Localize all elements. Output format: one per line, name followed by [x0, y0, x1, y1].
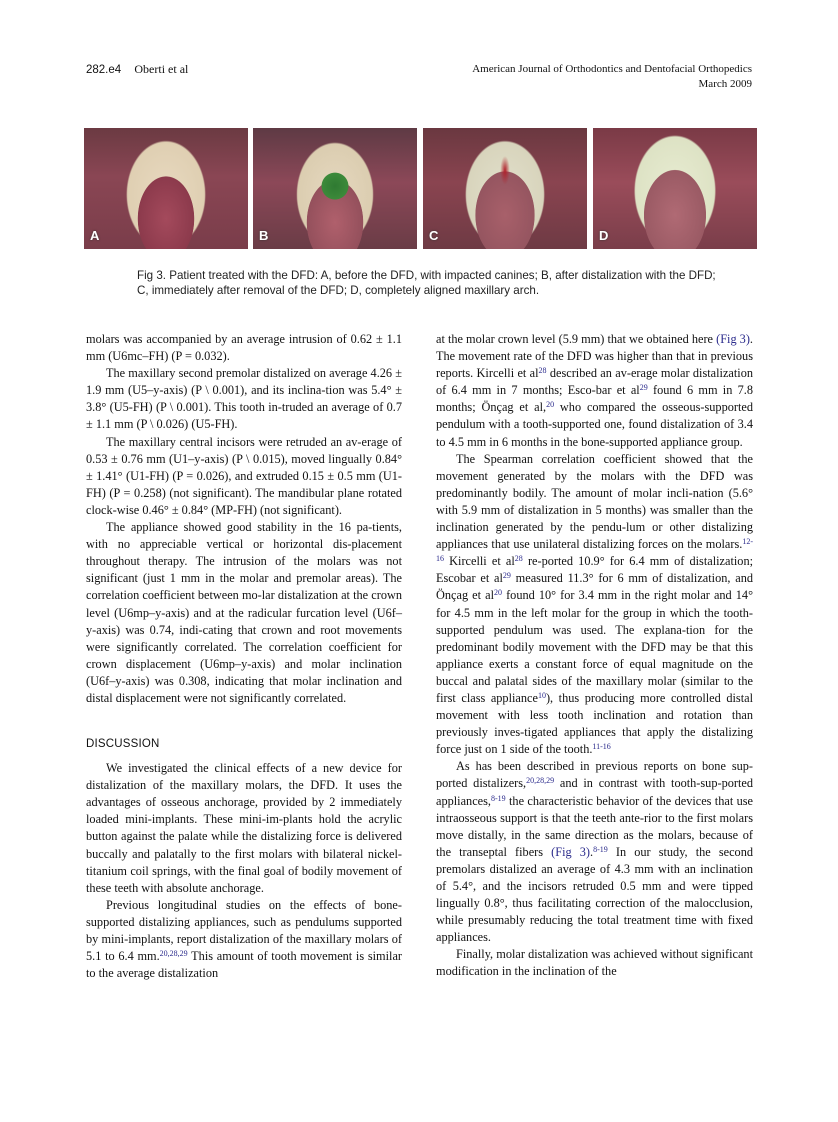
paragraph: Previous longitudinal studies on the effects of bone-supported distalizing appliances, such as pendulums supported by mini-implants, report distalization of the maxillary molars of 5.1 to 6.4 mm.$^{20,28,29}$ This amount of tooth movement is similar to the average distalization	[86, 897, 403, 981]
paragraph: at the molar crown level (5.9 mm) that we obtained here (Fig 3). The movement rate of the DFD was higher than that in previous reports. Kircelli et al$^{28}$ described an av-erage molar distalization of 6.4 mm in 7 months; Esco-bar et al$^{29}$ found 6 mm in 7.8 months; Önçag et al,$^{20}$ who compared the osseous-supported pendulum with a tooth-supported one, found distalization of 3.4 to 4.5 mm in 6 months in the bone-supported appliance group.	[436, 332, 754, 449]
panel-label: A	[90, 228, 100, 243]
citation-link[interactable]: 29	[639, 383, 648, 393]
panel-label: D	[599, 228, 609, 243]
page-number: 282.e4	[86, 64, 122, 76]
citation-link[interactable]: 20,28,29	[526, 776, 555, 786]
paragraph: The Spearman correlation coefficient showed that the movement generated by the molars with the DFD was predominantly bodily. The amount of molar incli-nation (5.6° with 5.9 mm of distalization in 5 months) was smaller than the inclination generated by the pendu-lum or other distalizing appliances that use unilateral distalizing forces on the molars.$^{12-16}$ Kircelli et al$^{28}$ re-ported 10.9° for 6.4 mm of distalization; Escobar et al$^{29}$ measured 11.3° for 6 mm of distalization, and Önçag et al$^{20}$ found 10° for 3.4 mm in the right molar and 14° for 4.5 mm in the left molar for the group in which the tooth-supported pendulum was used. The explana-tion for the predominant bodily movement with the DFD may be that this appliance exerts a constant force of equal magnitude on the buccal and palatal sides of the maxillary molar (similar to the first class appliance$^{10}$), thus producing more controlled distal movement with less tooth inclination and rotation than previously inves-tigated appliances that apply the distalizing force just on 1 side of the tooth.$^{11-16}$	[436, 451, 754, 757]
running-authors: Oberti et al	[134, 62, 189, 76]
figure-link[interactable]: (Fig 3)	[551, 844, 590, 859]
running-header-left	[86, 62, 188, 77]
figure-panel-a	[84, 128, 248, 249]
figure-panel-d	[593, 128, 757, 249]
figure-link[interactable]: (Fig 3)	[716, 332, 750, 346]
right-column	[436, 331, 753, 981]
citation-link[interactable]: 20,28,29	[159, 949, 188, 959]
citation-link[interactable]: 12-16	[436, 537, 753, 564]
citation-link[interactable]: 8-19	[490, 793, 506, 803]
citation-link[interactable]: 28	[538, 366, 547, 376]
citation-link[interactable]: 8-19	[593, 844, 608, 854]
paragraph: The appliance showed good stability in the 16 pa-tients, with no appreciable vertical or horizontal dis-placement throughout therapy. The intrusion of the molars was not significant (just 1 mm in the molar and premolar areas). The correlation coefficient between mo-lar distalization at the crown level (U6mp–y-axis) and at the radicular furcation level (U6f–y-axis) was 0.74, indi-cating that crown and root movements were significantly correlated. The correlation coefficient for crown displacement (U6mp–y-axis) and molar inclination (U6f–y-axis) was 0.308, indicating that molar inclination and distal displacement were not significantly correlated.	[86, 520, 402, 705]
paragraph: The maxillary central incisors were retruded an av-erage of 0.53 ± 0.76 mm (U1–y-axis) (P \ 0.015), moved lingually 0.84° ± 1.41° (U1-FH) (P = 0.026), and extruded 0.15 ± 0.5 mm (U1-FH) (P = 0.258) (not significant). The mandibular plane rotated clock-wise 0.46° ± 0.84° (MP-FH) (not significant).	[86, 434, 402, 517]
panel-label: C	[429, 228, 439, 243]
journal-title: American Journal of Orthodontics and Dentofacial Orthopedics	[472, 63, 752, 75]
figure-caption: Fig 3. Patient treated with the DFD: A, before the DFD, with impacted canines; B, after distalization with the DFD; C, immediately after removal of the DFD; D, completely aligned maxillary arch.	[137, 269, 716, 297]
citation-link[interactable]: 28	[514, 554, 523, 564]
citation-link[interactable]: 20	[546, 400, 555, 410]
panel-label: B	[259, 228, 269, 243]
paragraph: molars was accompanied by an average intrusion of 0.62 ± 1.1 mm (U6mc–FH) (P = 0.032).	[86, 332, 402, 364]
issue-date: March 2009	[698, 78, 752, 90]
left-column	[86, 331, 402, 982]
paragraph: The maxillary second premolar distalized on average 4.26 ± 1.9 mm (U5–y-axis) (P \ 0.001), and its inclina-tion was 5.4° ± 3.8° (U5-FH) (P \ 0.001). This tooth in-truded an average of 0.7 ± 1.1 mm (P \ 0.026) (U5-FH).	[86, 366, 402, 432]
running-header-right	[472, 62, 752, 92]
figure-3	[84, 128, 756, 249]
citation-link[interactable]: 20	[494, 588, 502, 598]
paragraph: Finally, molar distalization was achieved without significant modification in the inclination of the	[436, 947, 753, 979]
citation-link[interactable]: 11-16	[592, 742, 611, 752]
citation-link[interactable]: 10	[537, 690, 546, 700]
paragraph: As has been described in previous reports on bone sup-ported distalizers,$^{20,28,29}$ and in contrast with tooth-sup-ported appliances,$^{8-19}$ the characteristic behavior of the devices that use intraosseous support is that the teeth ante-rior to the first molars move distally, in the same direction as the molars, because of the transeptal fibers (Fig 3).$^{8-19}$ In our study, the second premolars distalized an average of 4.3 mm with an inclination of 5.4°, and the incisors retruded 0.5 mm and were tipped lingually 0.8°, thus facilitating correction of the malocclusion, while presumably reducing the total treatment time with fixed appliances.	[436, 759, 753, 945]
citation-link[interactable]: 29	[502, 571, 511, 581]
section-heading-discussion: DISCUSSION	[86, 738, 160, 751]
figure-panel-c	[423, 128, 587, 249]
paragraph: We investigated the clinical effects of a new device for distalization of the maxillary molars, the DFD. It uses the advantages of osseous anchorage, provided by 2 immediately loaded mini-implants. These mini-im-plants hold the acrylic button against the palate while the distalizing force is delivered buccally and palatally to the first molars with bilateral nickel-titanium coil springs, with the final goal of bodily movement of these teeth with absolute anchorage.	[86, 761, 402, 895]
figure-panel-b	[253, 128, 417, 249]
